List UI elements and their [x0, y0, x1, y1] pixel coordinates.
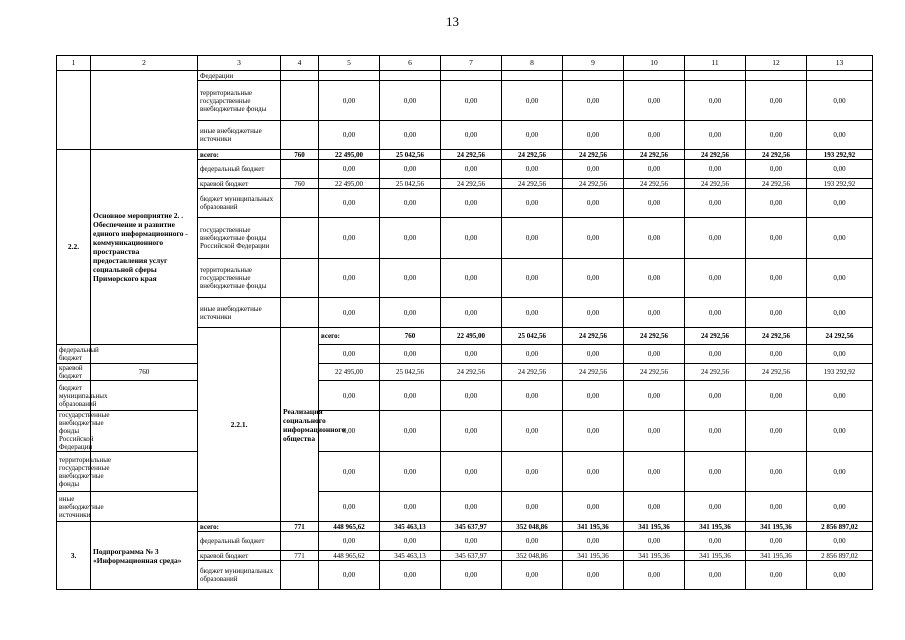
year-value: 0,00 — [624, 121, 685, 150]
table-row — [57, 522, 873, 532]
year-value: 341 195,36 — [746, 551, 807, 561]
total-value: 0,00 — [807, 561, 873, 590]
column-number: 3 — [198, 56, 281, 71]
funding-source: всего: — [198, 150, 281, 160]
year-value: 0,00 — [502, 381, 563, 411]
year-value: 341 195,36 — [746, 522, 807, 532]
year-value: 0,00 — [380, 121, 441, 150]
budget-code — [91, 345, 198, 364]
table-row — [57, 492, 873, 522]
funding-source: территориальные государственные внебюджетные фонды — [57, 452, 91, 492]
funding-source: федеральный бюджет — [57, 345, 91, 364]
total-value: 0,00 — [807, 381, 873, 411]
year-value: 0,00 — [563, 218, 624, 259]
column-number: 5 — [319, 56, 380, 71]
year-value: 0,00 — [685, 381, 746, 411]
funding-source: государственные внебюджетные фонды Российской Федерации — [57, 411, 91, 452]
year-value: 24 292,56 — [624, 328, 685, 345]
year-value: 24 292,56 — [502, 179, 563, 189]
year-value: 0,00 — [380, 561, 441, 590]
year-value: 0,00 — [624, 561, 685, 590]
total-value: 2 856 897,02 — [807, 522, 873, 532]
total-value: 0,00 — [807, 298, 873, 328]
table-row — [57, 364, 873, 381]
funding-source: всего: — [319, 328, 380, 345]
year-value: 24 292,56 — [624, 150, 685, 160]
year-value: 0,00 — [563, 411, 624, 452]
total-value — [807, 71, 873, 81]
year-value: 0,00 — [746, 298, 807, 328]
year-value: 0,00 — [502, 492, 563, 522]
year-value: 0,00 — [441, 532, 502, 551]
year-value: 0,00 — [380, 218, 441, 259]
year-value: 24 292,56 — [441, 364, 502, 381]
year-value: 0,00 — [441, 259, 502, 298]
year-value: 0,00 — [319, 259, 380, 298]
year-value: 0,00 — [746, 189, 807, 218]
year-value: 24 292,56 — [746, 150, 807, 160]
funding-source: федеральный бюджет — [198, 160, 281, 179]
year-value: 0,00 — [746, 259, 807, 298]
year-value: 0,00 — [319, 345, 380, 364]
year-value: 341 195,36 — [624, 522, 685, 532]
year-value: 25 042,56 — [380, 364, 441, 381]
year-value: 0,00 — [502, 189, 563, 218]
funding-source: краевой бюджет — [57, 364, 91, 381]
column-number-header-row — [57, 56, 873, 71]
budget-code — [91, 492, 198, 522]
budget-code — [281, 71, 319, 81]
total-value: 0,00 — [807, 81, 873, 121]
year-value: 0,00 — [624, 218, 685, 259]
year-value — [319, 71, 380, 81]
year-value: 0,00 — [685, 411, 746, 452]
year-value: 341 195,36 — [563, 551, 624, 561]
year-value: 24 292,56 — [746, 364, 807, 381]
year-value: 0,00 — [746, 411, 807, 452]
year-value: 0,00 — [502, 121, 563, 150]
year-value: 0,00 — [685, 561, 746, 590]
year-value: 24 292,56 — [685, 328, 746, 345]
year-value: 0,00 — [441, 189, 502, 218]
year-value: 345 463,13 — [380, 522, 441, 532]
budget-code — [281, 259, 319, 298]
year-value: 24 292,56 — [441, 150, 502, 160]
year-value — [685, 71, 746, 81]
funding-source: федеральный бюджет — [198, 532, 281, 551]
budget-code — [281, 218, 319, 259]
budget-code: 760 — [380, 328, 441, 345]
column-number: 4 — [281, 56, 319, 71]
year-value: 24 292,56 — [685, 364, 746, 381]
year-value: 0,00 — [380, 160, 441, 179]
funding-source: территориальные государственные внебюджетные фонды — [198, 81, 281, 121]
total-value: 0,00 — [807, 532, 873, 551]
year-value: 22 495,00 — [319, 364, 380, 381]
year-value: 22 495,00 — [319, 150, 380, 160]
year-value: 0,00 — [380, 532, 441, 551]
year-value: 0,00 — [380, 81, 441, 121]
year-value: 448 965,62 — [319, 522, 380, 532]
year-value: 0,00 — [319, 411, 380, 452]
year-value: 0,00 — [319, 121, 380, 150]
year-value: 0,00 — [502, 452, 563, 492]
year-value: 0,00 — [502, 81, 563, 121]
table-row — [57, 71, 873, 81]
year-value: 352 048,86 — [502, 522, 563, 532]
budget-code — [281, 160, 319, 179]
year-value: 24 292,56 — [807, 328, 873, 345]
year-value: 0,00 — [624, 381, 685, 411]
year-value: 0,00 — [685, 81, 746, 121]
year-value: 0,00 — [319, 298, 380, 328]
total-value: 0,00 — [807, 189, 873, 218]
year-value: 0,00 — [380, 298, 441, 328]
year-value: 0,00 — [380, 259, 441, 298]
funding-source: краевой бюджет — [198, 179, 281, 189]
row-item-name: Подпрограмма № 3 «Информационная среда» — [91, 522, 198, 590]
table-row — [57, 345, 873, 364]
year-value — [502, 71, 563, 81]
budget-code: 771 — [281, 551, 319, 561]
budget-code — [281, 121, 319, 150]
year-value: 0,00 — [441, 298, 502, 328]
year-value: 25 042,56 — [502, 328, 563, 345]
total-value: 0,00 — [807, 121, 873, 150]
funding-source: всего: — [198, 522, 281, 532]
year-value: 24 292,56 — [746, 179, 807, 189]
year-value: 0,00 — [502, 218, 563, 259]
year-value: 0,00 — [624, 345, 685, 364]
year-value: 0,00 — [563, 492, 624, 522]
year-value: 0,00 — [624, 298, 685, 328]
year-value: 24 292,56 — [502, 364, 563, 381]
year-value — [563, 71, 624, 81]
year-value: 0,00 — [685, 160, 746, 179]
year-value: 24 292,56 — [624, 364, 685, 381]
year-value: 0,00 — [624, 160, 685, 179]
year-value: 0,00 — [563, 381, 624, 411]
year-value — [441, 71, 502, 81]
year-value: 341 195,36 — [685, 551, 746, 561]
table-row — [57, 411, 873, 452]
column-number: 13 — [807, 56, 873, 71]
year-value: 0,00 — [685, 121, 746, 150]
column-number: 1 — [57, 56, 91, 71]
total-value: 0,00 — [807, 218, 873, 259]
funding-source: иные внебюджетные источники — [198, 298, 281, 328]
funding-source: бюджет муниципальных образований — [198, 189, 281, 218]
year-value: 0,00 — [441, 81, 502, 121]
column-number: 11 — [685, 56, 746, 71]
year-value: 24 292,56 — [685, 179, 746, 189]
year-value: 0,00 — [319, 381, 380, 411]
year-value: 24 292,56 — [563, 328, 624, 345]
year-value — [746, 71, 807, 81]
year-value: 0,00 — [502, 532, 563, 551]
year-value: 0,00 — [441, 411, 502, 452]
year-value: 0,00 — [319, 492, 380, 522]
column-number: 7 — [441, 56, 502, 71]
funding-source: бюджет муниципальных образований — [198, 561, 281, 590]
budget-code: 760 — [281, 179, 319, 189]
year-value: 0,00 — [685, 532, 746, 551]
year-value: 345 637,97 — [441, 551, 502, 561]
year-value: 0,00 — [624, 532, 685, 551]
budget-code — [281, 189, 319, 218]
year-value: 0,00 — [563, 298, 624, 328]
table-row — [57, 150, 873, 160]
total-value: 193 292,92 — [807, 179, 873, 189]
column-number: 6 — [380, 56, 441, 71]
year-value: 0,00 — [685, 259, 746, 298]
year-value: 0,00 — [319, 189, 380, 218]
year-value: 0,00 — [502, 298, 563, 328]
column-number: 10 — [624, 56, 685, 71]
row-item-name: Основное мероприятие 2. . Обеспечение и развитие единого информационного - коммуникационного пространства предоставления услуг социальной сферы Приморского края — [91, 150, 198, 345]
total-value: 0,00 — [807, 259, 873, 298]
budget-table — [56, 55, 873, 590]
year-value: 25 042,56 — [380, 150, 441, 160]
year-value: 345 637,97 — [441, 522, 502, 532]
year-value: 0,00 — [624, 452, 685, 492]
year-value: 352 048,86 — [502, 551, 563, 561]
year-value: 24 292,56 — [563, 179, 624, 189]
year-value: 0,00 — [502, 561, 563, 590]
funding-source: территориальные государственные внебюджетные фонды — [198, 259, 281, 298]
row-item-name — [91, 71, 198, 150]
year-value: 0,00 — [746, 218, 807, 259]
year-value: 0,00 — [380, 452, 441, 492]
page-number: 13 — [446, 14, 459, 29]
funding-source: Федерации — [198, 71, 281, 81]
year-value: 24 292,56 — [685, 150, 746, 160]
row-item-number: 2.2. — [57, 150, 91, 345]
total-value: 0,00 — [807, 345, 873, 364]
year-value: 0,00 — [685, 218, 746, 259]
year-value: 0,00 — [563, 121, 624, 150]
year-value: 0,00 — [441, 160, 502, 179]
year-value: 448 965,62 — [319, 551, 380, 561]
year-value: 0,00 — [441, 345, 502, 364]
year-value: 0,00 — [746, 532, 807, 551]
year-value: 0,00 — [502, 345, 563, 364]
year-value: 0,00 — [380, 345, 441, 364]
year-value: 0,00 — [502, 160, 563, 179]
year-value: 0,00 — [563, 81, 624, 121]
year-value: 0,00 — [380, 492, 441, 522]
year-value: 0,00 — [746, 121, 807, 150]
year-value: 0,00 — [685, 189, 746, 218]
year-value: 0,00 — [624, 259, 685, 298]
funding-source: краевой бюджет — [198, 551, 281, 561]
year-value: 341 195,36 — [563, 522, 624, 532]
year-value: 22 495,00 — [319, 179, 380, 189]
year-value: 0,00 — [319, 218, 380, 259]
year-value: 22 495,00 — [441, 328, 502, 345]
year-value: 0,00 — [563, 452, 624, 492]
year-value: 0,00 — [502, 259, 563, 298]
year-value: 0,00 — [746, 452, 807, 492]
year-value: 24 292,56 — [746, 328, 807, 345]
total-value: 0,00 — [807, 411, 873, 452]
budget-code: 760 — [281, 150, 319, 160]
total-value: 0,00 — [807, 160, 873, 179]
year-value: 0,00 — [685, 345, 746, 364]
row-item-number: 3. — [57, 522, 91, 590]
budget-code: 771 — [281, 522, 319, 532]
year-value: 0,00 — [685, 492, 746, 522]
year-value: 0,00 — [563, 259, 624, 298]
year-value: 341 195,36 — [685, 522, 746, 532]
year-value: 0,00 — [441, 381, 502, 411]
total-value: 2 856 897,02 — [807, 551, 873, 561]
year-value: 0,00 — [746, 345, 807, 364]
year-value: 24 292,56 — [441, 179, 502, 189]
year-value: 0,00 — [746, 81, 807, 121]
year-value: 0,00 — [746, 492, 807, 522]
total-value: 193 292,92 — [807, 150, 873, 160]
year-value: 0,00 — [563, 532, 624, 551]
year-value: 0,00 — [380, 411, 441, 452]
year-value: 0,00 — [441, 452, 502, 492]
year-value: 0,00 — [746, 381, 807, 411]
funding-source: бюджет муниципальных образований — [57, 381, 91, 411]
budget-code — [281, 81, 319, 121]
budget-code — [281, 561, 319, 590]
total-value: 193 292,92 — [807, 364, 873, 381]
year-value: 0,00 — [441, 561, 502, 590]
year-value: 0,00 — [624, 492, 685, 522]
year-value: 24 292,56 — [624, 179, 685, 189]
year-value: 24 292,56 — [563, 150, 624, 160]
year-value: 0,00 — [319, 532, 380, 551]
year-value: 0,00 — [441, 218, 502, 259]
row-item-name: Реализация социального информационного общества — [281, 328, 319, 522]
column-number: 8 — [502, 56, 563, 71]
year-value: 0,00 — [624, 189, 685, 218]
funding-source: иные внебюджетные источники — [198, 121, 281, 150]
column-number: 12 — [746, 56, 807, 71]
budget-code — [281, 532, 319, 551]
year-value: 0,00 — [746, 160, 807, 179]
year-value: 0,00 — [746, 561, 807, 590]
year-value — [624, 71, 685, 81]
year-value: 0,00 — [441, 121, 502, 150]
column-number: 2 — [91, 56, 198, 71]
total-value: 0,00 — [807, 492, 873, 522]
year-value: 0,00 — [685, 452, 746, 492]
year-value — [380, 71, 441, 81]
year-value: 0,00 — [380, 189, 441, 218]
year-value: 0,00 — [319, 160, 380, 179]
year-value: 0,00 — [624, 411, 685, 452]
budget-table-body — [57, 56, 873, 590]
budget-code: 760 — [91, 364, 198, 381]
year-value: 0,00 — [319, 452, 380, 492]
row-item-number — [57, 71, 91, 150]
column-number: 9 — [563, 56, 624, 71]
year-value: 0,00 — [624, 81, 685, 121]
year-value: 0,00 — [502, 411, 563, 452]
year-value: 0,00 — [319, 561, 380, 590]
year-value: 0,00 — [563, 189, 624, 218]
year-value: 0,00 — [441, 492, 502, 522]
year-value: 24 292,56 — [563, 364, 624, 381]
budget-code — [281, 298, 319, 328]
year-value: 0,00 — [563, 345, 624, 364]
year-value: 0,00 — [319, 81, 380, 121]
year-value: 341 195,36 — [624, 551, 685, 561]
table-row — [57, 381, 873, 411]
year-value: 25 042,56 — [380, 179, 441, 189]
funding-source: иные внебюджетные источники — [57, 492, 91, 522]
row-item-number: 2.2.1. — [198, 328, 281, 522]
year-value: 0,00 — [685, 298, 746, 328]
funding-source: государственные внебюджетные фонды Российской Федерации — [198, 218, 281, 259]
year-value: 0,00 — [563, 160, 624, 179]
year-value: 0,00 — [380, 381, 441, 411]
year-value: 24 292,56 — [502, 150, 563, 160]
table-row — [57, 452, 873, 492]
year-value: 0,00 — [563, 561, 624, 590]
year-value: 345 463,13 — [380, 551, 441, 561]
total-value: 0,00 — [807, 452, 873, 492]
